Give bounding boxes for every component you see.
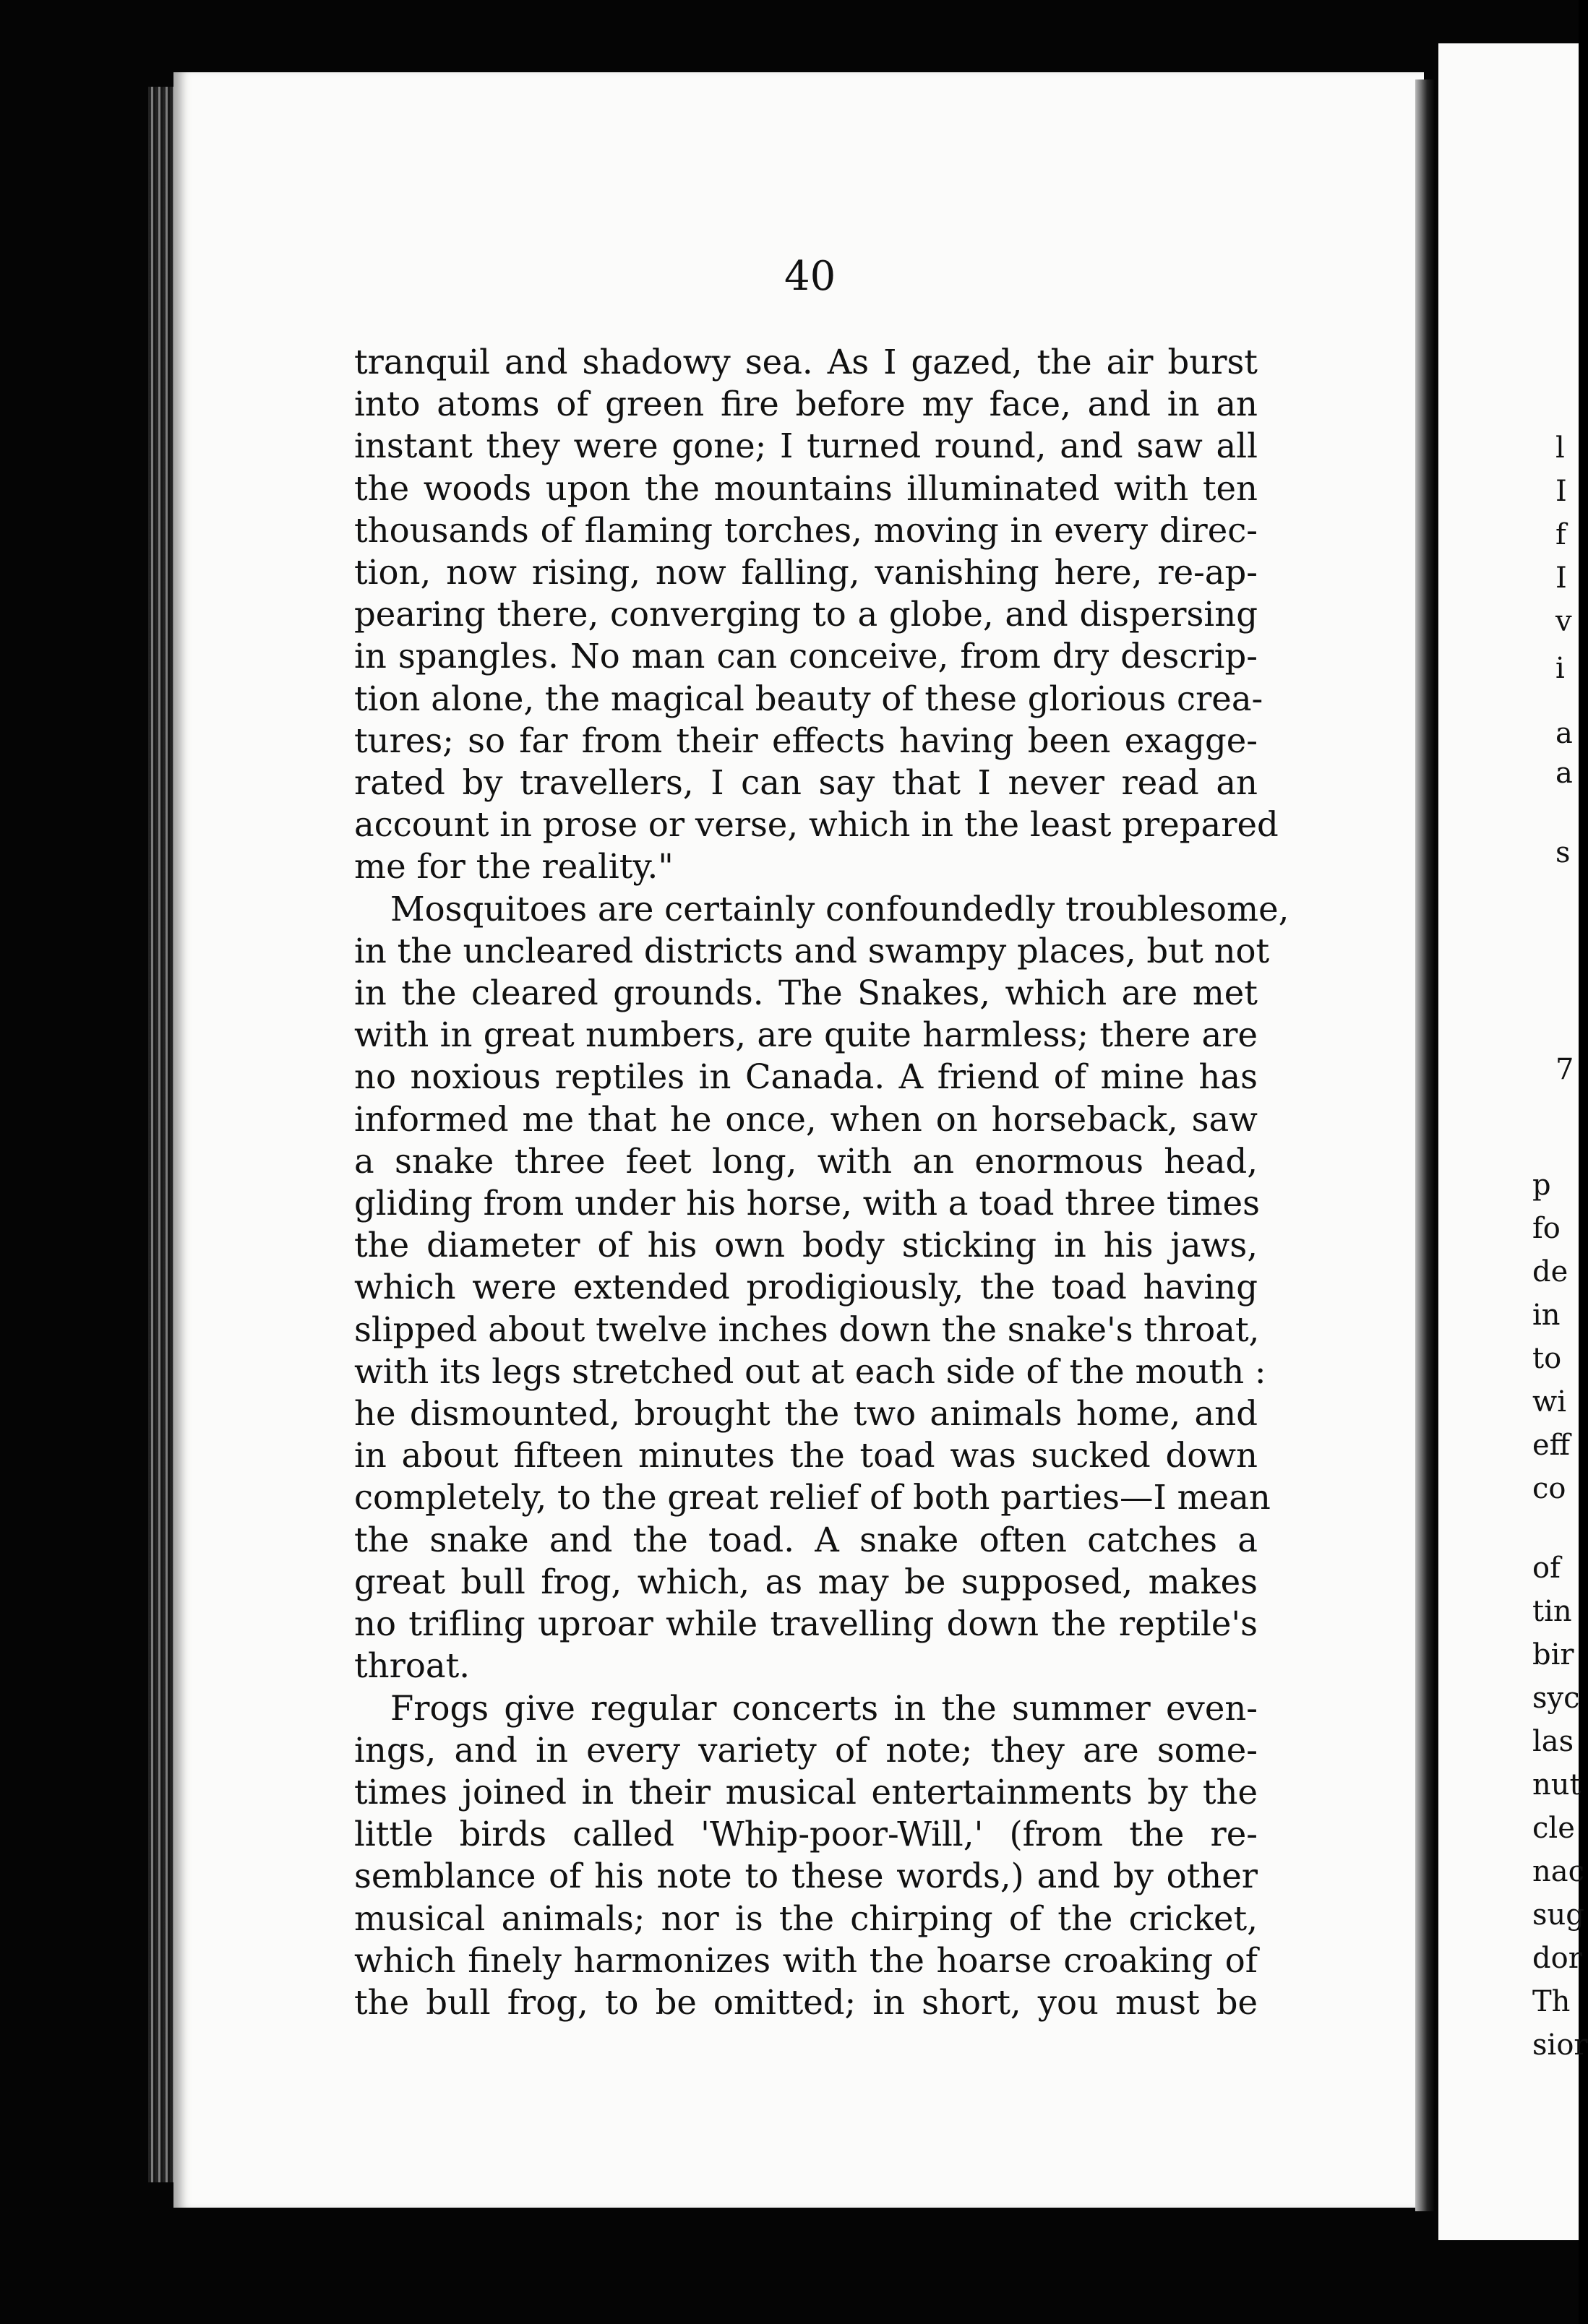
text-line: the diameter of his own body sticking in his jaws, [354,1226,1258,1265]
right-page-fragment: fo [1532,1212,1561,1245]
right-page-fragment: 7 [1555,1053,1574,1086]
text-line: tion, now rising, now falling, vanishing here, re-ap- [354,553,1258,593]
right-page-fragment: de [1532,1255,1568,1288]
text-line: throat. [354,1646,471,1686]
text-line: Mosquitoes are certainly confoundedly troublesome, [390,889,1289,929]
text-line: no noxious reptiles in Canada. A friend of mine has [354,1057,1258,1097]
right-page-fragment: eff [1532,1429,1571,1462]
page-edge [148,87,177,2182]
text-line: the woods upon the mountains illuminated with ten [354,468,1258,508]
paragraph-1 [354,341,1279,888]
text-line: thousands of flaming torches, moving in every direc- [354,510,1258,550]
text-line: musical animals; nor is the chirping of the cricket, [354,1898,1258,1938]
text-line: pearing there, converging to a globe, and dispersing [354,595,1258,634]
right-page-fragment: wi [1532,1385,1567,1419]
right-page-fragment: dor [1532,1942,1582,1975]
text-line: in about fifteen minutes the toad was sucked down [354,1436,1258,1476]
right-page-fragment: tin [1532,1595,1572,1628]
text-line: tures; so far from their effects having been exagge- [354,720,1258,760]
right-page-fragment: i [1555,652,1565,685]
text-line: with in great numbers, are quite harmless; there are [354,1015,1258,1055]
text-line: gliding from under his horse, with a toad three times [354,1184,1260,1223]
right-page-fragment: of [1532,1552,1561,1585]
text-line: in spangles. No man can conceive, from dry descrip- [354,637,1258,676]
text-line: the snake and the toad. A snake often catches a [354,1520,1258,1559]
text-line: great bull frog, which, as may be supposed, makes [354,1562,1258,1601]
right-page-fragment: co [1532,1472,1566,1505]
text-line: in the uncleared districts and swampy places, but not [354,931,1270,971]
right-page-fragment: I [1555,561,1567,595]
paragraph-2 [354,888,1289,1687]
text-line: instant they were gone; I turned round, and saw all [354,426,1258,466]
text-line: tion alone, the magical beauty of these glorious crea- [354,679,1263,718]
book-gutter [1415,79,1435,2211]
right-page-fragment: a [1555,757,1573,790]
text-line: Frogs give regular concerts in the summer even- [390,1688,1258,1728]
right-page-fragment: sug [1532,1898,1584,1932]
paragraph-3 [354,1687,1258,2024]
text-line: no trifling uproar while travelling down the reptile's [354,1604,1258,1644]
text-line: into atoms of green fire before my face, and in an [354,384,1258,424]
right-page-fragment: s [1555,836,1571,869]
text-block [354,341,1289,2023]
right-page-fragment: p [1532,1169,1551,1202]
right-page-fragment: syc [1532,1682,1580,1715]
text-line: rated by travellers, I can say that I never read an [354,763,1258,803]
right-page-fragment: f [1555,518,1566,551]
right-page-fragment: a [1555,717,1573,750]
right-page-fragment: cle [1532,1812,1575,1845]
right-page-fragment: las [1532,1725,1574,1758]
text-line: which finely harmonizes with the hoarse croaking of [354,1940,1258,1980]
text-line: with its legs stretched out at each side of the mouth : [354,1351,1266,1391]
right-page-fragment: v [1555,605,1572,638]
right-page-fragment: nut [1532,1768,1581,1802]
right-page-fragment: to [1532,1342,1562,1375]
text-line: completely, to the great relief of both parties—I mean [354,1478,1271,1518]
right-page-fragment: sior [1532,2028,1588,2062]
right-page-fragment: nac [1532,1855,1585,1888]
text-line: ings, and in every variety of note; they are some- [354,1730,1258,1770]
text-line: account in prose or verse, which in the least prepared [354,805,1279,845]
text-line: semblance of his note to these words,) and by other [354,1856,1258,1896]
text-line: informed me that he once, when on horseback, saw [354,1099,1258,1139]
right-page-fragment: I [1555,475,1567,508]
page-number: 40 [784,253,836,300]
text-line: me for the reality." [354,847,674,887]
right-page-fragment: in [1532,1299,1561,1332]
text-line: he dismounted, brought the two animals home, and [354,1394,1258,1434]
text-line: in the cleared grounds. The Snakes, which are met [354,973,1258,1013]
right-page-fragment: Th [1532,1985,1571,2018]
text-line: the bull frog, to be omitted; in short, you must be [354,1982,1258,2022]
right-page-fragment: l [1555,431,1565,465]
text-line: little birds called 'Whip-poor-Will,' (from the re- [354,1815,1258,1854]
text-line: times joined in their musical entertainments by the [354,1772,1258,1812]
text-line: slipped about twelve inches down the snake's throat, [354,1309,1260,1349]
text-line: which were extended prodigiously, the toad having [354,1268,1258,1307]
text-line: a snake three feet long, with an enormous head, [354,1141,1258,1181]
right-page-fragment: bir [1532,1638,1574,1671]
text-line: tranquil and shadowy sea. As I gazed, the air burst [354,343,1258,382]
